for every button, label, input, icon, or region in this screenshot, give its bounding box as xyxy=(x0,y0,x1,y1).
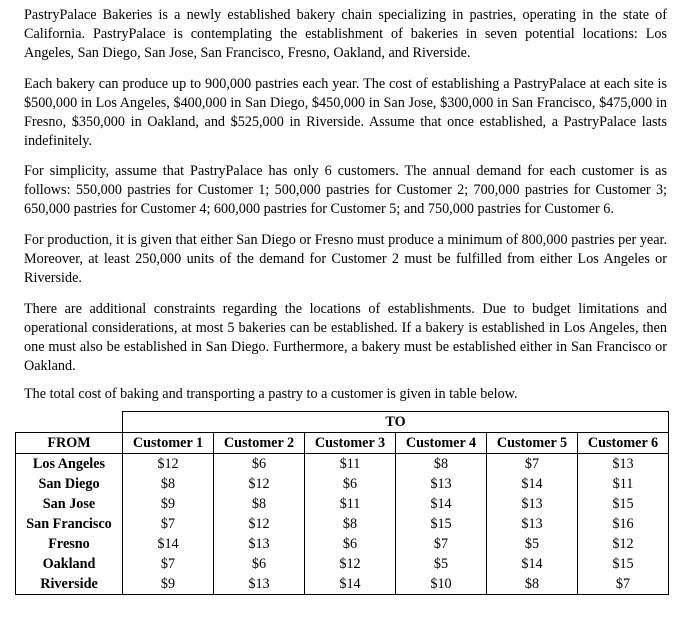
table-corner xyxy=(16,412,123,433)
cost-cell: $7 xyxy=(487,454,578,475)
cost-cell: $13 xyxy=(396,474,487,494)
cost-cell: $7 xyxy=(396,534,487,554)
cost-cell: $13 xyxy=(578,454,669,475)
cost-cell: $6 xyxy=(214,554,305,574)
location-name: Riverside xyxy=(16,574,123,595)
cost-cell: $6 xyxy=(305,474,396,494)
table-row xyxy=(16,494,669,514)
capacity-cost-paragraph: Each bakery can produce up to 900,000 pastries each year. The cost of establishing a PastryPalace at each site is $500,000 in Los Angeles, $400,000 in San Diego, $450,000 in San Jose, $300,000 in San Francisco, $475,000 in Fresno, $350,000 in Oakland, and $525,000 in Riverside. Assume that once established, a PastryPalace lasts indefinitely. xyxy=(24,76,667,149)
column-header: Customer 5 xyxy=(487,433,578,454)
cost-cell: $9 xyxy=(123,494,214,514)
table-row xyxy=(16,554,669,574)
cost-cell: $12 xyxy=(123,454,214,475)
from-label: FROM xyxy=(16,433,123,454)
cost-cell: $8 xyxy=(214,494,305,514)
cost-cell: $9 xyxy=(123,574,214,595)
column-header: Customer 3 xyxy=(305,433,396,454)
cost-cell: $7 xyxy=(123,554,214,574)
column-header: Customer 4 xyxy=(396,433,487,454)
cost-cell: $7 xyxy=(123,514,214,534)
cost-cell: $12 xyxy=(214,474,305,494)
cost-cell: $5 xyxy=(396,554,487,574)
cost-cell: $8 xyxy=(487,574,578,595)
cost-cell: $7 xyxy=(578,574,669,595)
production-paragraph: For production, it is given that either San Diego or Fresno must produce a minimum of 800,000 pastries per year. Moreover, at least 250,000 units of the demand for Customer 2 must be fulfilled from either Los Angeles or Riverside. xyxy=(24,232,667,286)
location-name: San Francisco xyxy=(16,514,123,534)
cost-cell: $8 xyxy=(123,474,214,494)
cost-cell: $13 xyxy=(487,514,578,534)
location-name: Oakland xyxy=(16,554,123,574)
cost-cell: $12 xyxy=(305,554,396,574)
cost-table xyxy=(15,411,669,595)
table-row xyxy=(16,514,669,534)
cost-cell: $12 xyxy=(578,534,669,554)
cost-cell: $15 xyxy=(578,554,669,574)
cost-cell: $14 xyxy=(487,554,578,574)
cost-cell: $11 xyxy=(305,454,396,475)
column-header: Customer 2 xyxy=(214,433,305,454)
constraints-paragraph: There are additional constraints regarding the locations of establishments. Due to budget limitations and operational considerations, at most 5 bakeries can be established. If a bakery is established in Los Angeles, then one must also be established in San Diego. Furthermore, a bakery must be established either in San Francisco or Oakland. xyxy=(24,301,667,374)
cost-cell: $13 xyxy=(214,534,305,554)
location-name: San Jose xyxy=(16,494,123,514)
cost-cell: $8 xyxy=(396,454,487,475)
cost-cell: $10 xyxy=(396,574,487,595)
cost-cell: $5 xyxy=(487,534,578,554)
demand-paragraph: For simplicity, assume that PastryPalace has only 6 customers. The annual demand for each customer is as follows: 550,000 pastries for Customer 1; 500,000 pastries for Customer 2; 700,000 pastries for Customer 3; 650,000 pastries for Customer 4; 600,000 pastries for Customer 5; and 750,000 pastries for Customer 6. xyxy=(24,163,667,217)
table-row xyxy=(16,534,669,554)
cost-cell: $13 xyxy=(214,574,305,595)
column-header: Customer 6 xyxy=(578,433,669,454)
cost-cell: $11 xyxy=(305,494,396,514)
cost-cell: $14 xyxy=(123,534,214,554)
cost-cell: $6 xyxy=(214,454,305,475)
cost-cell: $15 xyxy=(578,494,669,514)
table-row xyxy=(16,574,669,595)
cost-cell: $16 xyxy=(578,514,669,534)
cost-cell: $8 xyxy=(305,514,396,534)
table-row xyxy=(16,454,669,475)
cost-cell: $14 xyxy=(396,494,487,514)
cost-cell: $6 xyxy=(305,534,396,554)
to-label: TO xyxy=(123,412,669,433)
table-intro-paragraph: The total cost of baking and transporting a pastry to a customer is given in table below. xyxy=(24,386,518,402)
cost-cell: $14 xyxy=(305,574,396,595)
column-header: Customer 1 xyxy=(123,433,214,454)
cost-cell: $11 xyxy=(578,474,669,494)
cost-cell: $12 xyxy=(214,514,305,534)
location-name: Fresno xyxy=(16,534,123,554)
cost-cell: $14 xyxy=(487,474,578,494)
location-name: San Diego xyxy=(16,474,123,494)
intro-paragraph: PastryPalace Bakeries is a newly established bakery chain specializing in pastries, operating in the state of California. PastryPalace is contemplating the establishment of bakeries in seven potential locations: Los Angeles, San Diego, San Jose, San Francisco, Fresno, Oakland, and Riverside. xyxy=(24,7,667,61)
table-row xyxy=(16,474,669,494)
cost-cell: $13 xyxy=(487,494,578,514)
cost-cell: $15 xyxy=(396,514,487,534)
location-name: Los Angeles xyxy=(16,454,123,475)
